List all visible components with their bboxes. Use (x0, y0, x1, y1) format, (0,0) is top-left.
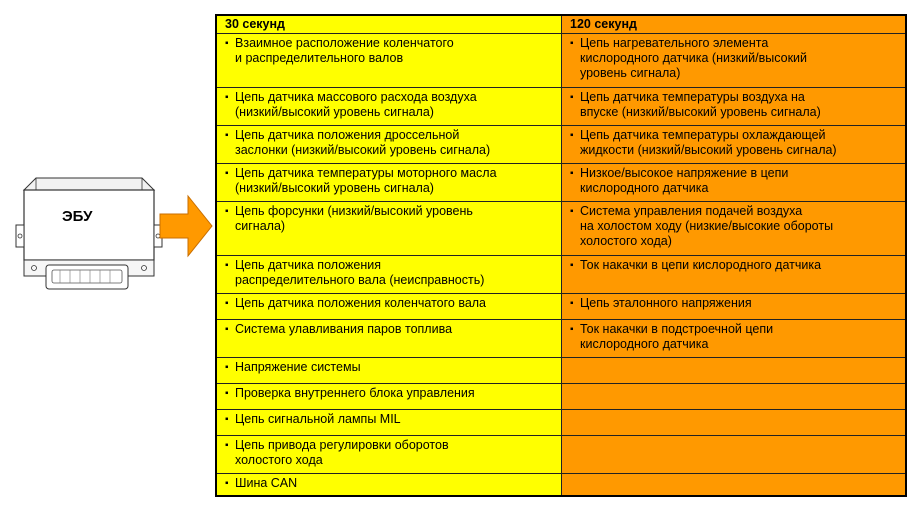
cell-30-sec (216, 320, 562, 358)
bullet-icon: ▪ (225, 388, 229, 399)
bullet-icon: ▪ (570, 206, 574, 217)
bullet-icon: ▪ (225, 92, 229, 103)
bullet-icon: ▪ (570, 92, 574, 103)
cell-30-sec (216, 164, 562, 202)
cell-120-sec (562, 202, 907, 256)
cell-text: Проверка внутреннего блока управления (235, 386, 475, 400)
bullet-icon: ▪ (225, 130, 229, 141)
cell-30-sec (216, 202, 562, 256)
diagnostic-table (215, 14, 907, 497)
cell-text: Цепь датчика температуры моторного масла (низкий/высокий уровень сигнала) (235, 166, 497, 195)
cell-text: Цепь эталонного напряжения (580, 296, 752, 310)
cell-text: Цепь датчика положения дроссельной заслонки (низкий/высокий уровень сигнала) (235, 128, 491, 157)
cell-120-sec (562, 436, 907, 474)
bullet-icon: ▪ (225, 324, 229, 335)
cell-text: Цепь форсунки (низкий/высокий уровень сигнала) (235, 204, 473, 233)
cell-text: Низкое/высокое напряжение в цепи кислородного датчика (580, 166, 789, 195)
cell-120-sec (562, 256, 907, 294)
cell-120-sec (562, 294, 907, 320)
table-header-row (216, 15, 906, 34)
bullet-icon: ▪ (225, 478, 229, 489)
cell-text: Цепь датчика положения коленчатого вала (235, 296, 487, 310)
bullet-icon: ▪ (570, 260, 574, 271)
arrow-right-icon (158, 194, 214, 258)
cell-text: Цепь датчика температуры охлаждающей жидкости (низкий/высокий уровень сигнала) (580, 128, 837, 157)
cell-30-sec (216, 384, 562, 410)
bullet-icon: ▪ (225, 206, 229, 217)
cell-120-sec (562, 358, 907, 384)
table-row (216, 474, 906, 496)
header-30-sec: 30 секунд (216, 15, 562, 34)
bullet-icon: ▪ (225, 38, 229, 49)
cell-text: Цепь датчика положения распределительного вала (неисправность) (235, 258, 485, 287)
ecu-label: ЭБУ (62, 208, 93, 225)
bullet-icon: ▪ (570, 324, 574, 335)
cell-30-sec (216, 358, 562, 384)
table-row (216, 34, 906, 88)
bullet-icon: ▪ (570, 130, 574, 141)
cell-120-sec (562, 474, 907, 496)
bullet-icon: ▪ (225, 298, 229, 309)
bullet-icon: ▪ (225, 414, 229, 425)
table-row (216, 164, 906, 202)
ecu-icon (14, 170, 164, 295)
table-row (216, 384, 906, 410)
cell-30-sec (216, 436, 562, 474)
table-row (216, 88, 906, 126)
cell-text: Цепь датчика температуры воздуха на впуске (низкий/высокий уровень сигнала) (580, 90, 821, 119)
table-row (216, 256, 906, 294)
bullet-icon: ▪ (570, 168, 574, 179)
cell-30-sec (216, 126, 562, 164)
cell-30-sec (216, 88, 562, 126)
cell-text: Цепь датчика массового расхода воздуха (низкий/высокий уровень сигнала) (235, 90, 477, 119)
cell-120-sec (562, 384, 907, 410)
table-row (216, 410, 906, 436)
cell-text: Напряжение системы (235, 360, 361, 374)
cell-text: Цепь сигнальной лампы MIL (235, 412, 401, 426)
cell-30-sec (216, 256, 562, 294)
bullet-icon: ▪ (225, 260, 229, 271)
cell-30-sec (216, 294, 562, 320)
header-120-sec: 120 секунд (562, 15, 907, 34)
cell-text: Система управления подачей воздуха на холостом ходу (низкие/высокие обороты холостого хода) (580, 204, 834, 248)
cell-text: Шина CAN (235, 476, 298, 490)
bullet-icon: ▪ (225, 440, 229, 451)
table-row (216, 358, 906, 384)
cell-120-sec (562, 164, 907, 202)
cell-text: Цепь привода регулировки оборотов холостого хода (235, 438, 449, 467)
bullet-icon: ▪ (225, 362, 229, 373)
cell-text: Система улавливания паров топлива (235, 322, 453, 336)
table-body (216, 34, 906, 496)
cell-text: Ток накачки в цепи кислородного датчика (580, 258, 822, 272)
cell-120-sec (562, 320, 907, 358)
cell-text: Ток накачки в подстроечной цепи кислородного датчика (580, 322, 774, 351)
cell-30-sec (216, 410, 562, 436)
cell-30-sec (216, 34, 562, 88)
cell-120-sec (562, 88, 907, 126)
table-row (216, 294, 906, 320)
cell-30-sec (216, 474, 562, 496)
cell-text: Цепь нагревательного элемента кислородного датчика (низкий/высокий уровень сигнала) (580, 36, 808, 80)
cell-120-sec (562, 410, 907, 436)
table-row (216, 436, 906, 474)
bullet-icon: ▪ (225, 168, 229, 179)
bullet-icon: ▪ (570, 38, 574, 49)
cell-text: Взаимное расположение коленчатого и распределительного валов (235, 36, 454, 65)
table-row (216, 126, 906, 164)
table-row (216, 202, 906, 256)
cell-120-sec (562, 34, 907, 88)
cell-120-sec (562, 126, 907, 164)
ecu-unit-illustration (14, 170, 164, 295)
table-row (216, 320, 906, 358)
bullet-icon: ▪ (570, 298, 574, 309)
